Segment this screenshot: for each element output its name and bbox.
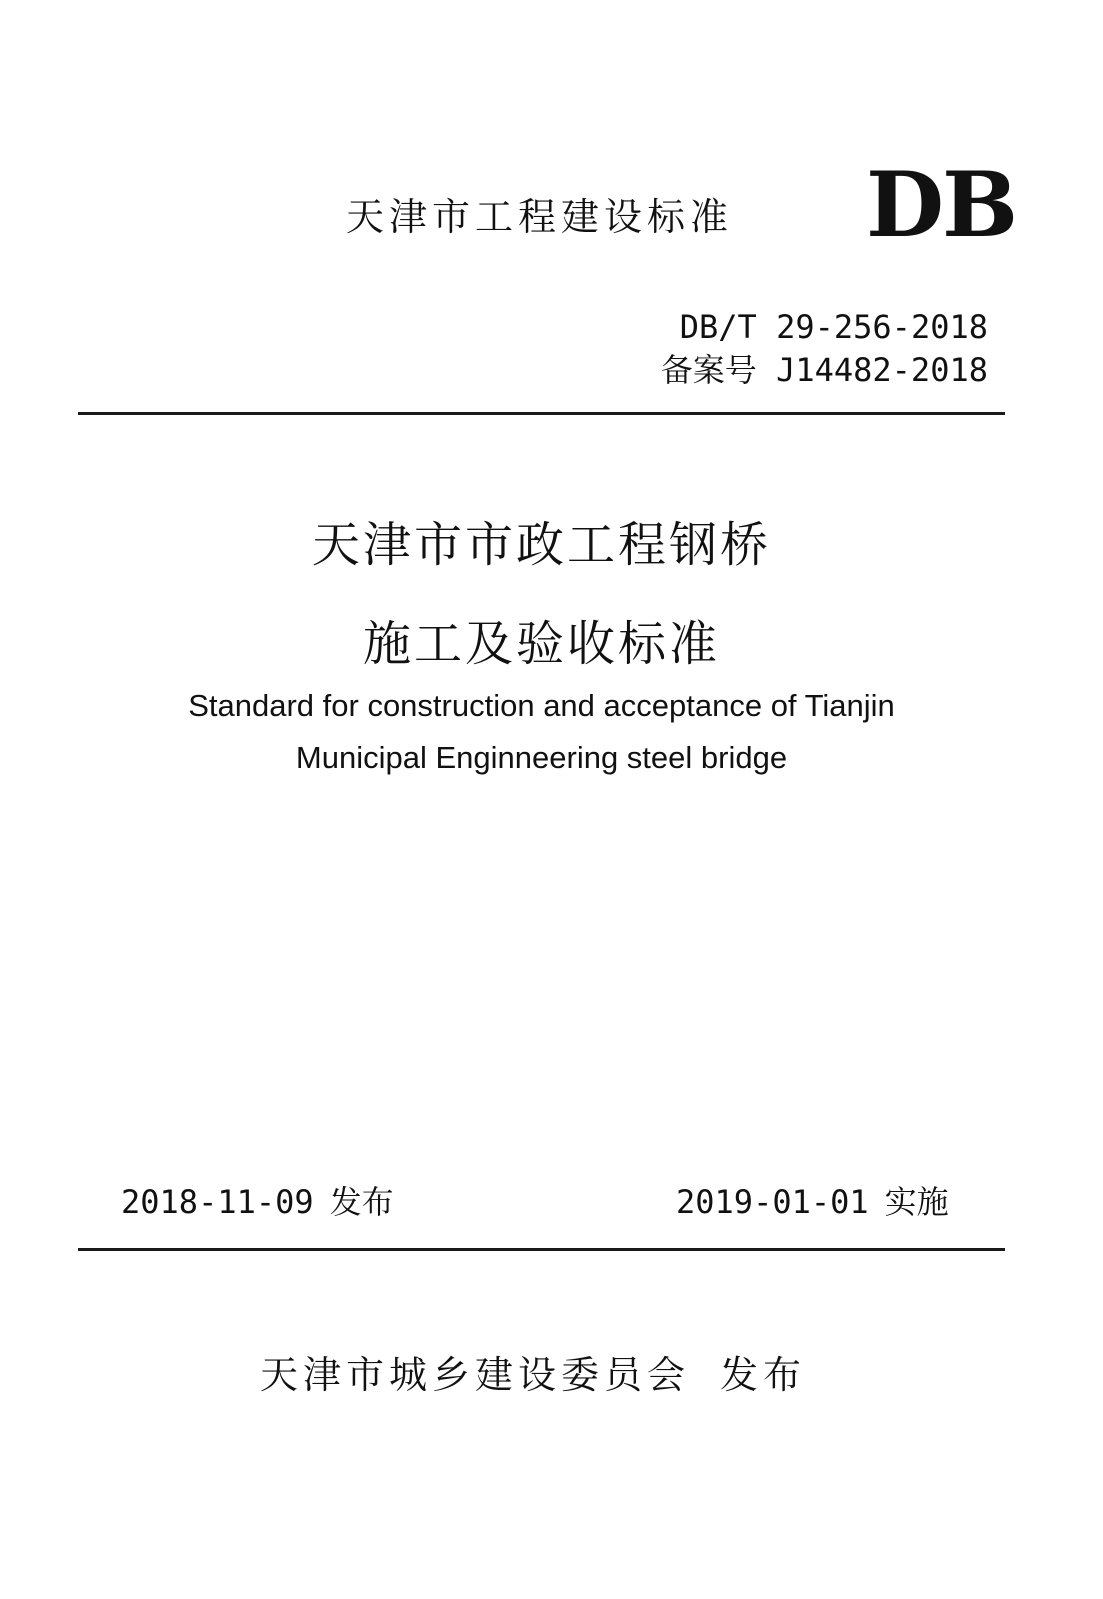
db-mark: DB	[866, 152, 1017, 258]
implementation-label: 实施	[884, 1183, 949, 1221]
implementation-date-block	[676, 1180, 949, 1224]
issue-date: 2018-11-09	[121, 1183, 314, 1221]
standard-series-name: 天津市工程建设标准	[346, 195, 734, 239]
standard-number: DB/T 29-256-2018	[679, 308, 988, 346]
implementation-date: 2019-01-01	[676, 1183, 869, 1221]
publisher-block	[260, 1350, 806, 1400]
title-zh-line-2: 施工及验收标准	[362, 616, 720, 672]
title-en-line-1: Standard for construction and acceptance of Tianjin	[188, 688, 895, 723]
title-zh-line-1: 天津市市政工程钢桥	[311, 517, 771, 573]
publisher-name: 天津市城乡建设委员会	[260, 1353, 691, 1397]
record-number: 备案号 J14482-2018	[660, 351, 988, 389]
top-divider	[78, 412, 1005, 415]
bottom-divider	[78, 1248, 1005, 1251]
title-en-line-2: Municipal Enginneering steel bridge	[295, 740, 788, 775]
issue-label: 发布	[329, 1183, 394, 1221]
issue-date-block	[121, 1180, 394, 1224]
publisher-suffix: 发布	[720, 1353, 807, 1397]
